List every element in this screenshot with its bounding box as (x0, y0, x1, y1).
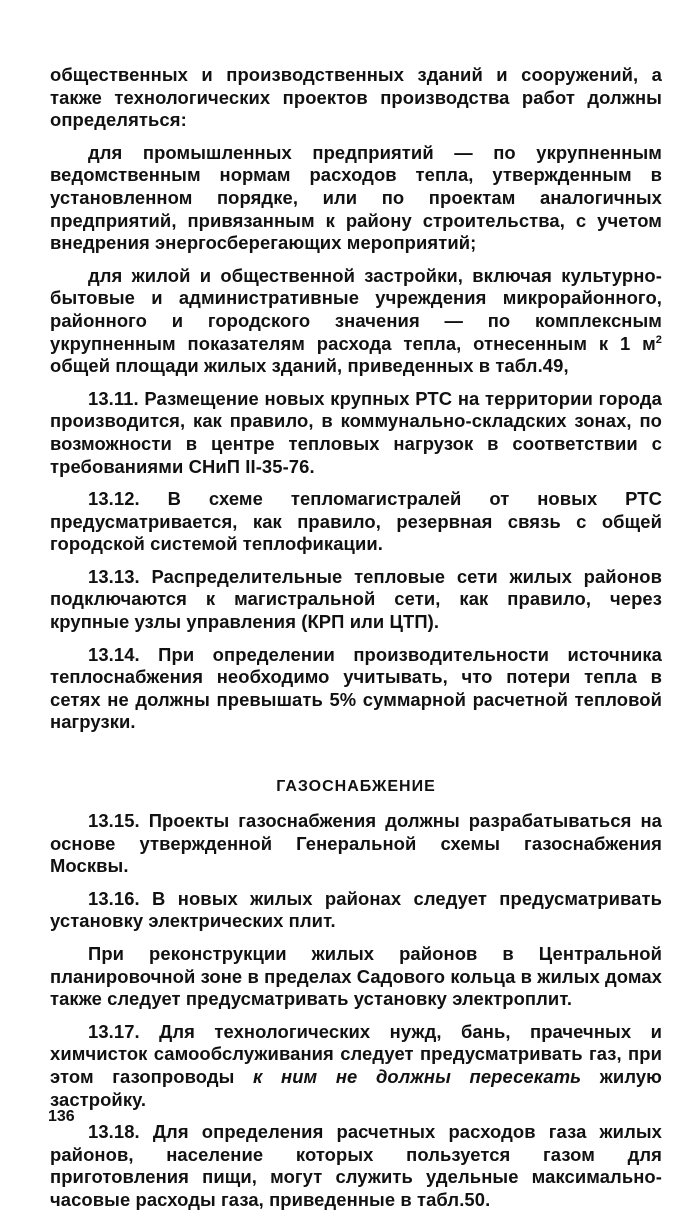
section-13-11 (50, 388, 662, 478)
section-number: 13.16. (88, 887, 140, 909)
section-13-16 (50, 888, 662, 933)
section-13-14 (50, 644, 662, 734)
section-text: В новых жилых районах следует предусматривать установку электрических плит. (50, 887, 662, 932)
section-text: Проекты газоснабжения должны разрабатываться на основе утвержденной Генеральной схемы газоснабжения Москвы. (50, 810, 662, 877)
section-number: 13.12. (88, 488, 140, 510)
paragraph-residential (50, 265, 662, 378)
paragraph-residential-text-b: общей площади жилых зданий, приведенных в табл.49, (50, 355, 569, 377)
paragraph-reconstruction: При реконструкции жилых районов в Центральной планировочной зоне в пределах Садового кольца в жилых домах также следует предусматривать установку электроплит. (50, 943, 662, 1010)
section-text: Для определения расчетных расходов газа жилых районов, население которых пользуется газом для приготовления пищи, могут служить удельные максимально-часовые расходы газа, приведенные в табл.50. (50, 1121, 662, 1210)
section-number: 13.11. (88, 387, 139, 409)
section-13-12 (50, 488, 662, 556)
page-number: 136 (48, 1108, 75, 1125)
page-body (50, 64, 662, 1222)
section-text: Распределительные тепловые сети жилых районов подключаются к магистральной сети, как правило, через крупные узлы управления (КРП или ЦТП). (50, 565, 662, 633)
section-text-b: жилую застройку. (50, 1065, 662, 1110)
superscript-2: 2 (655, 333, 662, 346)
section-text: В схеме тепломагистралей от новых РТС предусматривается, как правило, резервная связь с общей городской системой теплофикации. (50, 488, 662, 555)
paragraph-residential-text-a: для жилой и общественной застройки, включая культурно-бытовые и административные учреждения микрорайонного, районного и городского значения — по комплексным укрупненным показателям расхода тепла, отнесенным к 1 м (50, 264, 662, 354)
section-text-a: Для технологических нужд, бань, прачечных и химчисток самообслуживания следует предусматривать газ, при этом газопроводы (50, 1020, 662, 1087)
section-number: 13.13. (88, 565, 140, 587)
section-13-15 (50, 810, 662, 878)
section-text: При определении производительности источника теплоснабжения необходимо учитывать, что потери тепла в сетях не должны превышать 5% суммарной расчетной тепловой нагрузки. (50, 643, 662, 733)
section-13-13 (50, 566, 662, 634)
section-number: 13.15. (88, 810, 140, 832)
section-13-17 (50, 1021, 662, 1111)
section-text-emphasis: к ним не должны пересекать (252, 1065, 582, 1087)
section-number: 13.18. (88, 1121, 140, 1143)
section-heading-gas: ГАЗОСНАБЖЕНИЕ (276, 778, 436, 796)
section-text: Размещение новых крупных РТС на территории города производится, как правило, в коммунально-складских зонах, по возможности в центре тепловых нагрузок в соответствии с требованиями СНиП II-35-76. (50, 387, 662, 477)
paragraph-industrial: для промышленных предприятий — по укрупненным ведомственным нормам расходов тепла, утвержденным в установленном порядке, или по проектам аналогичных предприятий, привязанным к району строительства, с учетом внедрения энергосберегающих мероприятий; (50, 141, 662, 254)
paragraph-intro: общественных и производственных зданий и сооружений, а также технологических проектов производства работ должны определяться: (50, 64, 662, 131)
section-13-18 (50, 1121, 662, 1211)
section-number: 13.17. (88, 1020, 140, 1042)
section-number: 13.14. (88, 643, 140, 665)
